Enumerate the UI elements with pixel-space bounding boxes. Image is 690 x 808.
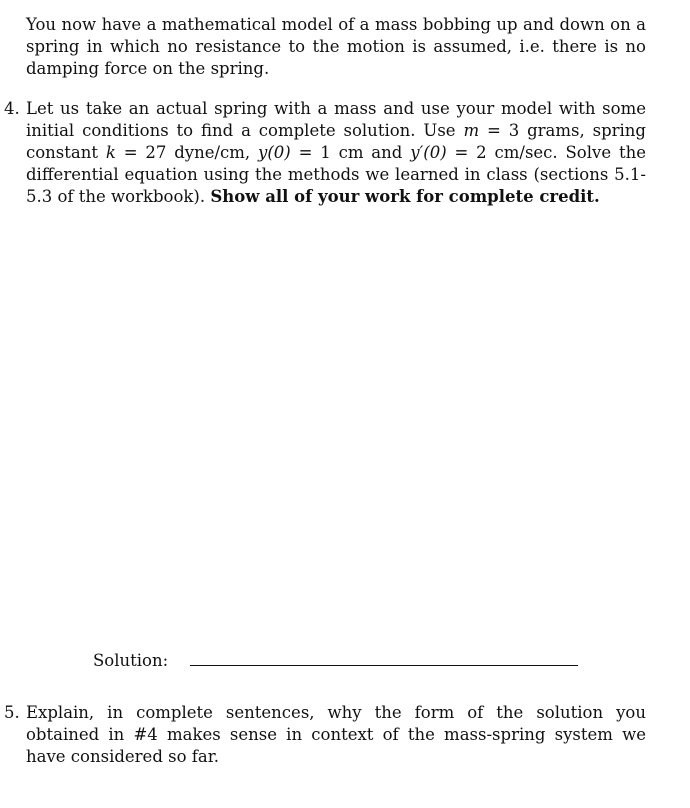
q4-text-part2: = 3 grams, spring constant [26,121,646,162]
initial-velocity-expression: y′(0) [410,143,447,162]
q4-text-part4: = 1 cm and [290,143,411,162]
initial-position-expression: y(0) [258,143,291,162]
question-5-text: Explain, in complete sentences, why the form of the solution you obtained in #4 makes sense in context of the mass-spring system we have considered so far. [26,703,646,766]
mass-variable: m [463,121,480,140]
question-5-number: 5. [4,703,20,722]
q4-text-part3: = 27 dyne/cm, [115,143,259,162]
intro-paragraph: You now have a mathematical model of a mass bobbing up and down on a spring in which no resistance to the motion is assumed, i.e. there is no damping force on the spring. [26,15,646,78]
solution-label: Solution: [93,651,169,670]
question-4-number: 4. [4,99,20,118]
spring-constant-variable: k [105,143,116,162]
q4-text-part5: = 2 cm/sec. Solve the differential equation using the methods we learned in class (sections 5.1-5.3 of the workbook). [26,143,646,206]
q4-bold-instruction: Show all of your work for complete credit. [210,187,600,206]
q4-text-part1: Let us take an actual spring with a mass and use your model with some initial conditions to find a complete solution. Use [26,99,646,140]
question-4-text [26,98,646,208]
solution-answer-line[interactable] [190,665,578,666]
